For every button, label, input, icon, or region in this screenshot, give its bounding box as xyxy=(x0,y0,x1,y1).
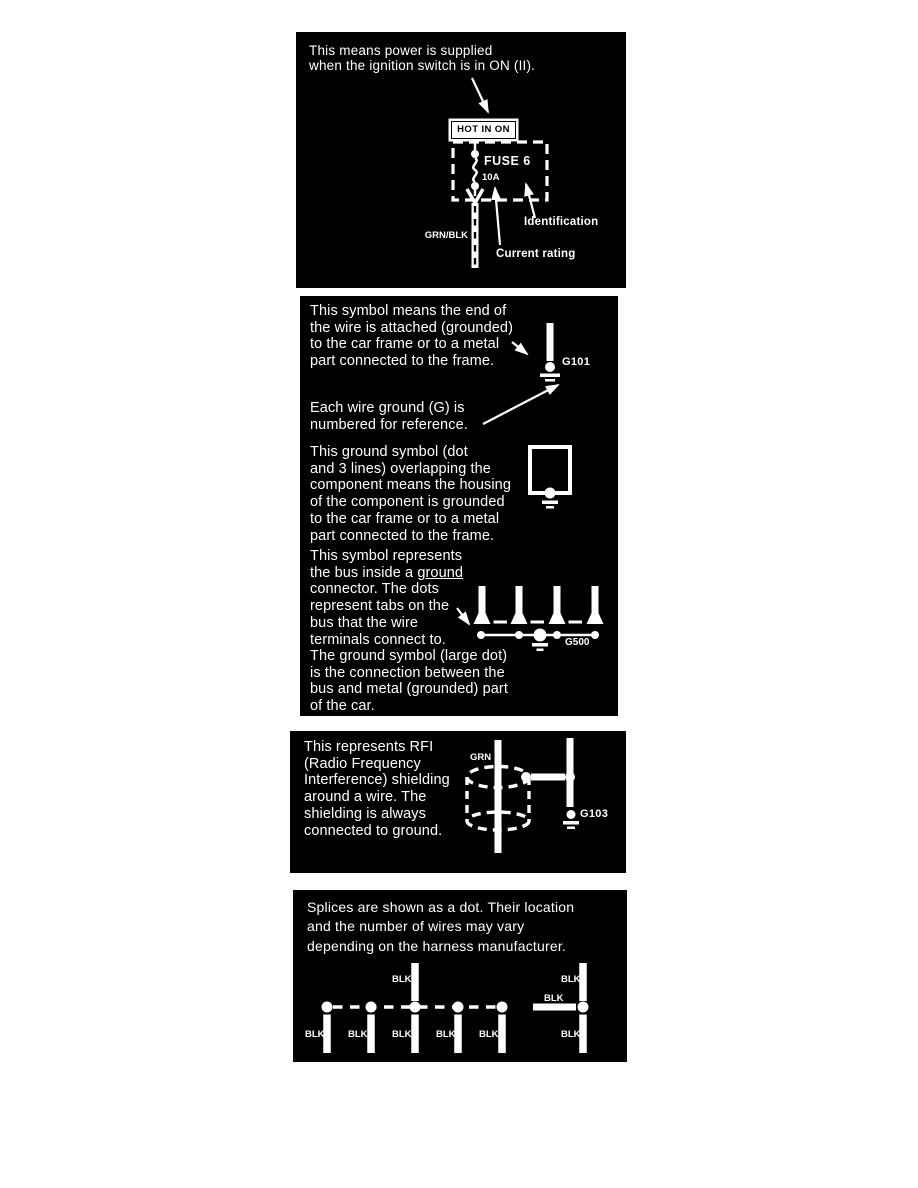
panel-rfi-shielding xyxy=(290,731,626,873)
ground-symbol-g101 xyxy=(540,362,560,382)
ground-symbol-g103 xyxy=(563,810,579,829)
fuse-terminal-dot xyxy=(471,150,479,158)
wire-color-label: BLK xyxy=(392,974,412,985)
wire-color-label: BLK xyxy=(561,1029,581,1040)
wire-color-label: GRN xyxy=(470,752,492,763)
wire-color-label: BLK xyxy=(561,974,581,985)
wire-color-label: BLK xyxy=(479,1029,499,1040)
panel-ground-symbols xyxy=(300,296,618,716)
wire-color-label: BLK xyxy=(305,1029,325,1040)
bus-connector-text: This symbol represents the bus inside a ground connector. The dots represent tabs on the bus that the wire terminals connect to. xyxy=(310,548,464,648)
ground-text-arrow xyxy=(512,342,527,354)
underlined-word: ground xyxy=(417,564,464,581)
rfi-text: This represents RFI (Radio Frequency Interference) shielding around a wire. The shielding is always connected to ground. xyxy=(304,739,450,839)
shield-tap-dot xyxy=(521,772,531,782)
component-ground-symbol xyxy=(542,488,558,509)
ground-id-g103: G103 xyxy=(580,808,609,820)
wire-ground-text: This symbol means the end of the wire is attached (grounded) to the car frame or to a metal part connected to the frame. xyxy=(310,303,513,370)
current-rating-label: Current rating xyxy=(496,248,576,260)
identification-label: Identification xyxy=(524,216,599,228)
bus-ground-symbol xyxy=(532,629,548,652)
ground-number-text: Each wire ground (G) is numbered for reference. xyxy=(310,400,468,433)
wire-color-label: BLK xyxy=(436,1029,456,1040)
splice-text: Splices are shown as a dot. Their location and the number of wires may vary depending on the harness manufacturer. xyxy=(307,899,575,954)
ground-number-arrow xyxy=(483,385,558,424)
bus-ground-text: The ground symbol (large dot) is the connection between the bus and metal (grounded) part of the car. xyxy=(310,648,508,715)
fuse-name-label: FUSE 6 xyxy=(484,154,531,168)
wire-color-label: GRN/BLK xyxy=(424,230,468,241)
fuse-terminal-dot xyxy=(471,182,479,190)
ground-link-wire xyxy=(531,774,565,781)
panel-power-source xyxy=(296,32,626,288)
shielded-wire xyxy=(495,740,502,853)
fuse-symbol xyxy=(473,158,476,182)
hot-in-on-box: HOT IN ON xyxy=(451,121,516,139)
ground-wire xyxy=(547,323,554,361)
fuse-rating-label: 10A xyxy=(482,172,500,183)
ground-id-g101: G101 xyxy=(562,356,591,368)
panel-splices xyxy=(293,890,627,1062)
junction-dot xyxy=(565,772,575,782)
wire-color-label: BLK xyxy=(348,1029,368,1040)
bus-terminals xyxy=(474,586,604,624)
wire-color-label: BLK xyxy=(544,993,564,1004)
wire-color-label: BLK xyxy=(392,1029,412,1040)
power-caption: This means power is supplied when the ignition switch is in ON (II). xyxy=(309,43,536,74)
caption-arrow xyxy=(472,78,488,112)
current-rating-arrow xyxy=(495,188,500,245)
component-ground-text: This ground symbol (dot and 3 lines) overlapping the component means the housing of the component is grounded to the car frame or to a metal part connected to the frame. xyxy=(310,444,511,544)
component-outline xyxy=(530,447,570,493)
ground-id-g500: G500 xyxy=(565,637,590,648)
